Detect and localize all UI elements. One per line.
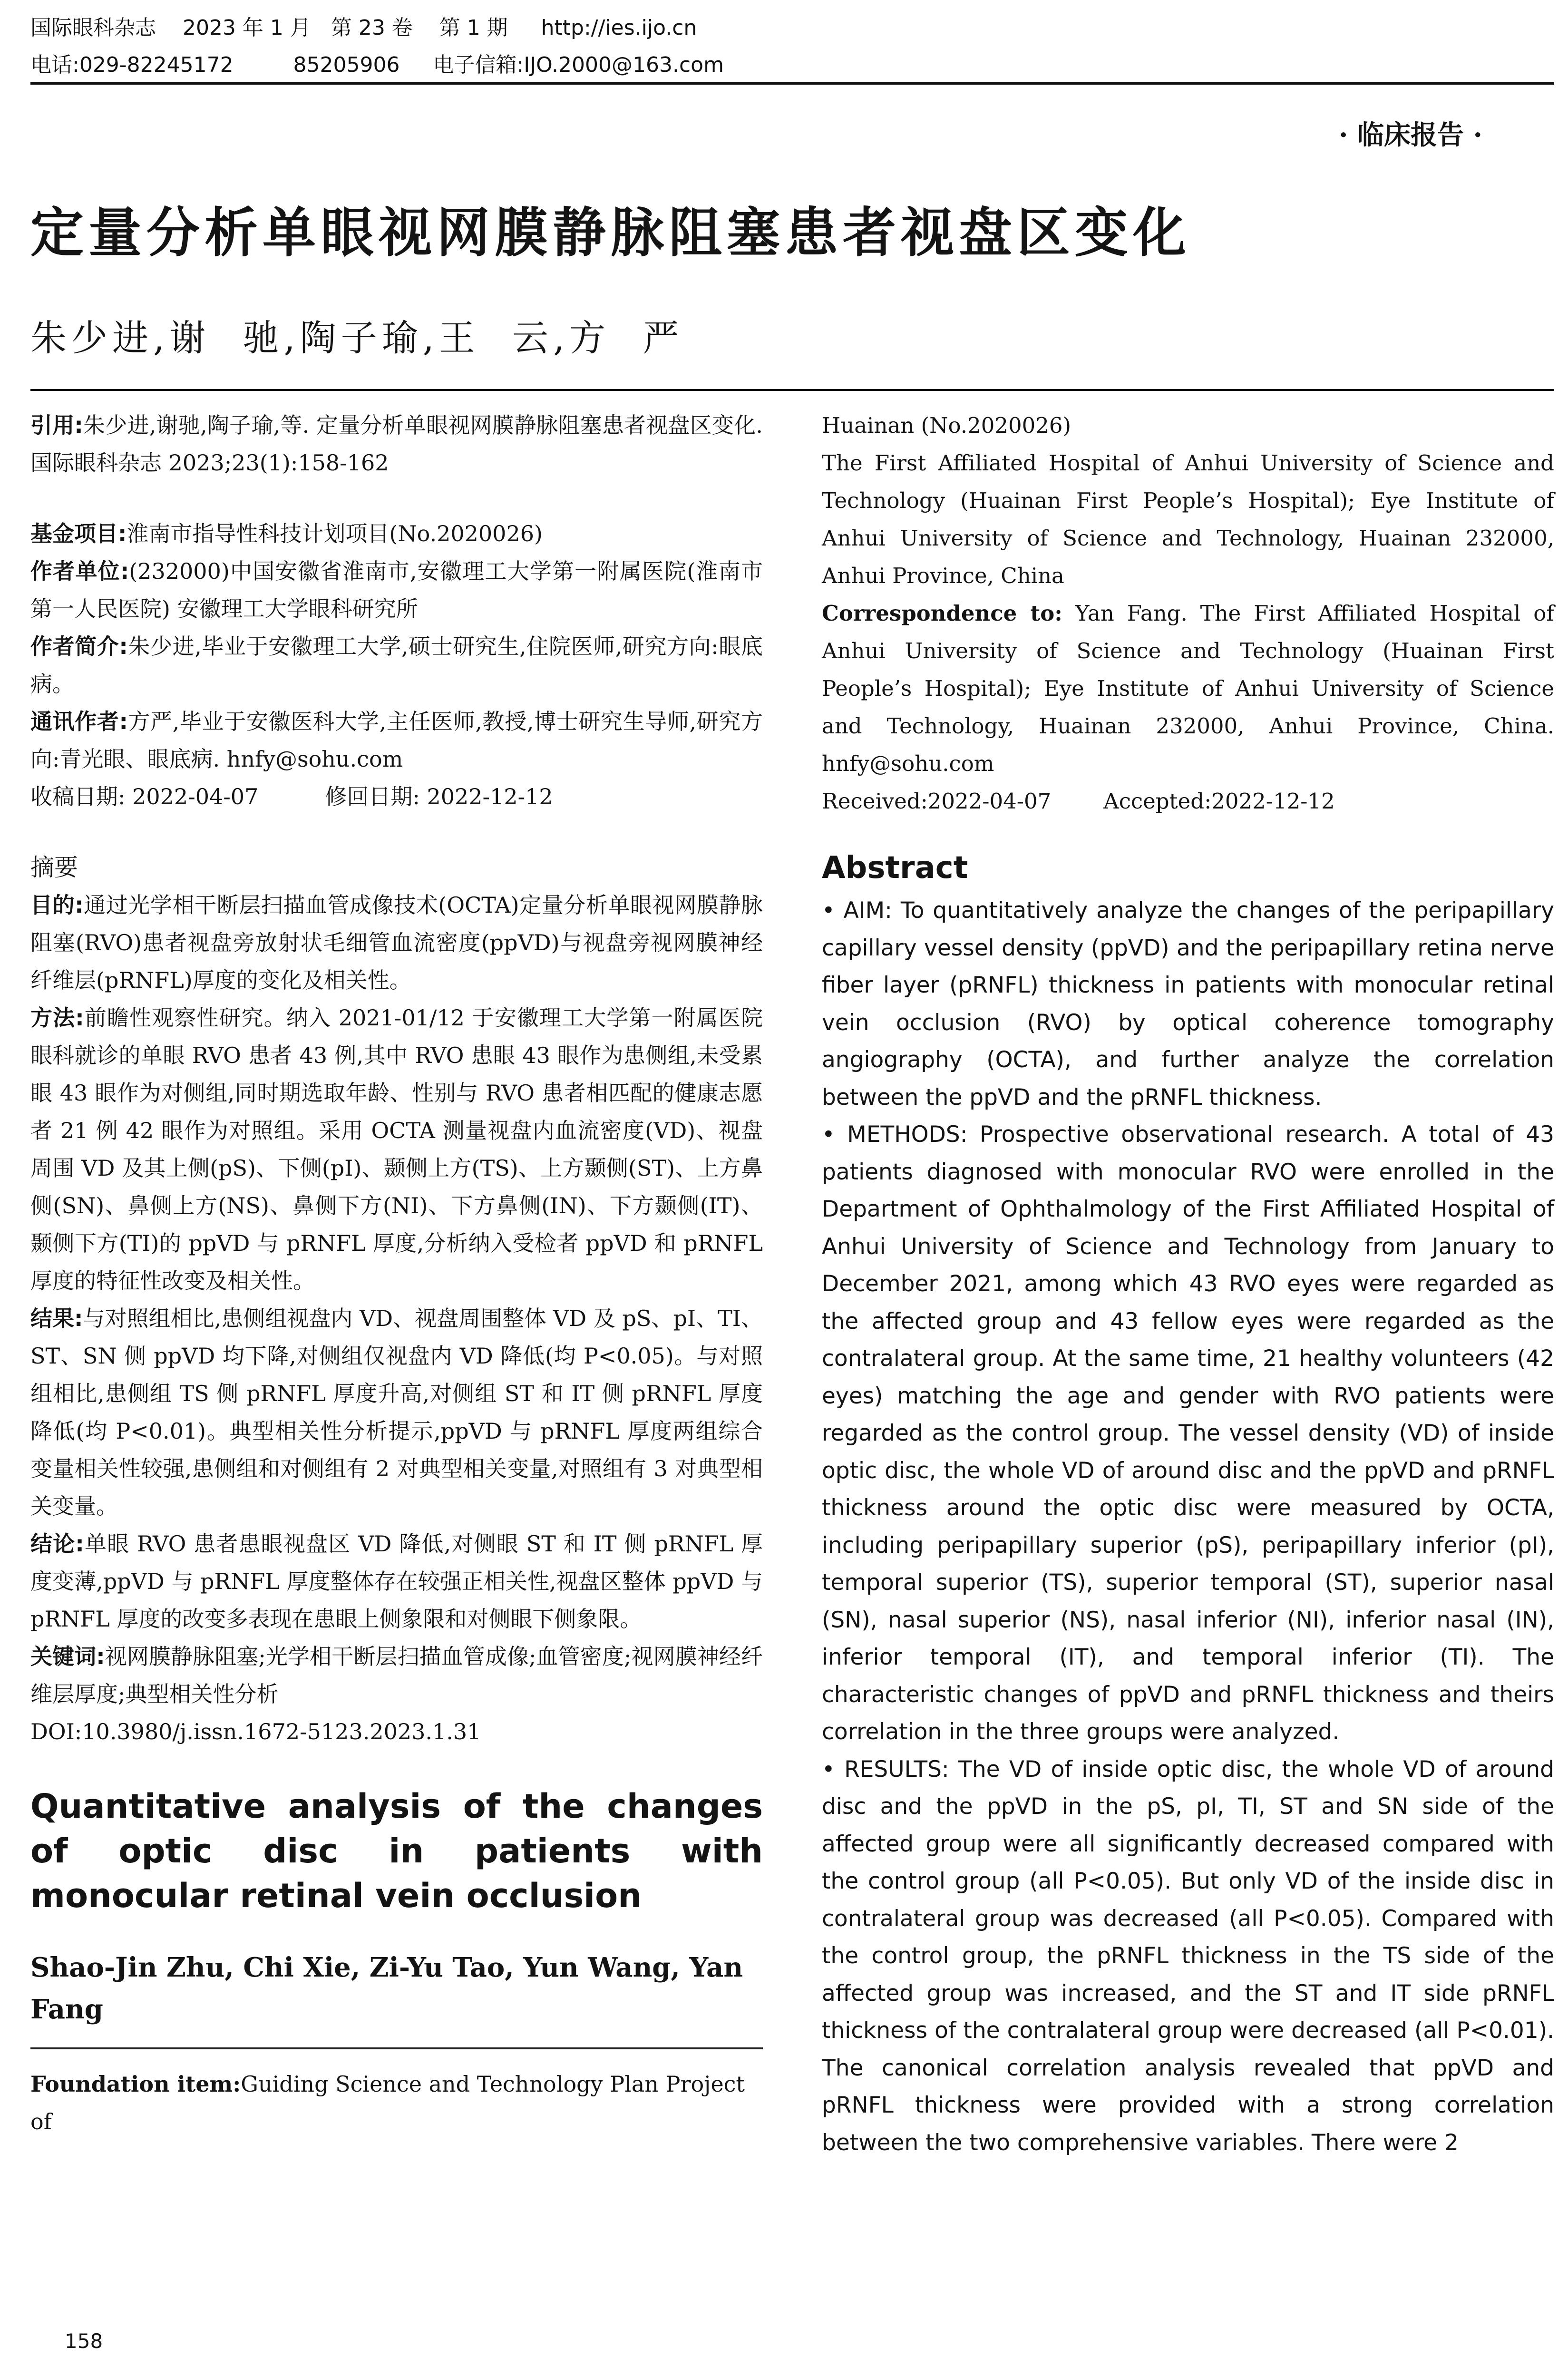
unit-text: (232000)中国安徽省淮南市,安徽理工大学第一附属医院(淮南市第一人民医院) 安徽理工大学眼科研究所 <box>30 558 763 622</box>
corr-text: 方严,毕业于安徽医科大学,主任医师,教授,博士研究生导师,研究方向:青光眼、眼底病. hnfy@sohu.com <box>30 709 763 772</box>
keywords-block <box>30 1638 763 1713</box>
foundation-text: Guiding Science and Technology Plan Project of <box>30 2071 745 2134</box>
article-title-en: Quantitative analysis of the changes of optic disc in patients with monocular retinal vein occlusion <box>30 1787 763 1915</box>
bio-block <box>30 628 763 703</box>
title-rule <box>30 389 1554 391</box>
aim-paragraph: • AIM: To quantitatively analyze the changes of the peripapillary capillary vessel density (ppVD) and the peripapillary retina nerve fiber layer (pRNFL) thickness in patients with monocular retinal vein occlusion (RVO) by optical coherence tomography angiography (OCTA), and further analyze the correlation between the ppVD and the pRNFL thickness. <box>822 897 1554 1111</box>
page-number: 158 <box>65 2329 103 2353</box>
received-en: Received:2022-04-07 <box>822 789 1052 814</box>
conclusion-label-cn: 结论: <box>30 1531 84 1557</box>
correspondence-label: Correspondence to: <box>822 601 1062 626</box>
unit-label: 作者单位: <box>30 558 129 584</box>
results-text-cn: 与对照组相比,患侧组视盘内 VD、视盘周围整体 VD 及 pS、pI、TI、ST、SN 侧 ppVD 均下降,对侧组仅视盘内 VD 降低(均 P<0.05)。与对照组相比,患侧组 TS 侧 pRNFL 厚度升高,对侧组 ST 和 IT 侧 pRNFL 厚度降低(均 P<0.01)。典型相关性分析提示,ppVD 与 pRNFL 厚度两组综合变量相关性较强,患侧组和对侧组有 2 对典型相关变量,对照组有 3 对典型相关变量。 <box>30 1305 763 1519</box>
received-date: 收稿日期: 2022-04-07 <box>30 784 259 809</box>
methods-paragraph-en: • METHODS: Prospective observational research. A total of 43 patients diagnosed with monocular RVO were enrolled in the Department of Ophthalmology of the First Affiliated Hospital of Anhui University of Science and Technology from January to December 2021, among which 43 RVO eyes were regarded as the affected group and 43 fellow eyes were regarded as the contralateral group. At the same time, 21 healthy volunteers (42 eyes) matching the age and gender with RVO patients were regarded as the control group. The vessel density (VD) of inside optic disc, the whole VD of around disc and the ppVD and pRNFL thickness around the optic disc were measured by OCTA, including peripapillary superior (pS), peripapillary inferior (pI), temporal superior (TS), superior temporal (ST), superior nasal (SN), nasal superior (NS), nasal inferior (NI), inferior nasal (IN), inferior temporal (IT), and temporal inferior (TI). The characteristic changes of ppVD and pRNFL thickness and theirs correlation in the three groups were analyzed. <box>822 1121 1554 1745</box>
accepted-en: Accepted:2022-12-12 <box>1103 789 1335 814</box>
foundation-continued: Huainan (No.2020026) <box>822 413 1071 438</box>
dates-en <box>822 782 1554 820</box>
conclusion-block-cn <box>30 1525 763 1638</box>
foundation-block <box>30 2065 763 2141</box>
foundation-label: Foundation item: <box>30 2071 241 2097</box>
results-paragraph-en: • RESULTS: The VD of inside optic disc, the whole VD of around disc and the ppVD in the pS, pI, TI, ST and SN side of the affected group were all significantly decreased compared with the control group (all P<0.05). But only VD of the inside disc in contralateral group was decreased (all P<0.05). Compared with the control group, the pRNFL thickness in the TS side of the affected group was increased, and the ST and IT side pRNFL thickness of the contralateral group were decreased (all P<0.01). The canonical correlation analysis revealed that ppVD and pRNFL thickness were provided with a strong correlation between the two comprehensive variables. There were 2 <box>822 1756 1554 2156</box>
methods-text-cn: 前瞻性观察性研究。纳入 2021-01/12 于安徽理工大学第一附属医院眼科就诊的单眼 RVO 患者 43 例,其中 RVO 患眼 43 眼作为患侧组,未受累眼 43 眼作为对侧组,同时期选取年龄、性别与 RVO 患者相匹配的健康志愿者 21 例 42 眼作为对照组。采用 OCTA 测量视盘内血流密度(VD)、视盘周围 VD 及其上侧(pS)、下侧(pI)、颞侧上方(TS)、上方颞侧(ST)、上方鼻侧(SN)、鼻侧上方(NS)、鼻侧下方(NI)、下方鼻侧(IN)、下方颞侧(IT)、颞侧下方(TI)的 ppVD 与 pRNFL 厚度,分析纳入受检者 ppVD 和 pRNFL 厚度的特征性改变及相关性。 <box>30 1005 763 1294</box>
journal-header-line2: 电话:029-82245172 85205906 电子信箱:IJO.2000@163.com <box>30 53 724 77</box>
section-tag: · 临床报告 · <box>1339 119 1482 151</box>
bio-text: 朱少进,毕业于安徽理工大学,硕士研究生,住院医师,研究方向:眼底病。 <box>30 633 763 697</box>
journal-header-line1: 国际眼科杂志 2023 年 1 月 第 23 卷 第 1 期 http://ies.ijo.cn <box>30 16 697 40</box>
corr-block <box>30 703 763 778</box>
correspondence-block <box>822 594 1554 782</box>
article-title-cn: 定量分析单眼视网膜静脉阻塞患者视盘区变化 <box>30 202 1191 264</box>
conclusion-text-cn: 单眼 RVO 患者患眼视盘区 VD 降低,对侧眼 ST 和 IT 侧 pRNFL 厚度变薄,ppVD 与 pRNFL 厚度整体存在较强正相关性,视盘区整体 ppVD 与 pRNFL 厚度的改变多表现在患眼上侧象限和对侧眼下侧象限。 <box>30 1531 763 1632</box>
fund-block <box>30 515 763 553</box>
citation-label: 引用: <box>30 412 83 438</box>
doi: DOI:10.3980/j.issn.1672-5123.2023.1.31 <box>30 1719 481 1744</box>
foundation-rule <box>30 2047 763 2049</box>
keywords-text: 视网膜静脉阻塞;光学相干断层扫描血管成像;血管密度;视网膜神经纤维层厚度;典型相关性分析 <box>30 1644 763 1707</box>
objective-block <box>30 887 763 999</box>
fund-label: 基金项目: <box>30 521 127 546</box>
affiliation-en: The First Affiliated Hospital of Anhui University of Science and Technology (Huainan First People’s Hospital); Eye Institute of Anhui University of Science and Technology, Huainan 232000, Anhui Province, China <box>822 450 1554 588</box>
methods-block-cn <box>30 999 763 1300</box>
dates-block <box>30 778 763 816</box>
objective-label: 目的: <box>30 892 84 918</box>
unit-block <box>30 553 763 628</box>
abstract-head-cn: 摘要 <box>30 854 78 881</box>
abstract-head-en: Abstract <box>822 850 968 886</box>
bio-label: 作者简介: <box>30 633 128 659</box>
revised-date: 修回日期: 2022-12-12 <box>325 784 553 809</box>
keywords-label: 关键词: <box>30 1644 105 1669</box>
methods-label-cn: 方法: <box>30 1005 84 1031</box>
right-column <box>822 407 1554 2162</box>
authors-en: Shao-Jin Zhu, Chi Xie, Zi-Yu Tao, Yun Wang, Yan Fang <box>30 1952 743 2025</box>
left-column <box>30 407 763 2141</box>
citation-text: 朱少进,谢驰,陶子瑜,等. 定量分析单眼视网膜静脉阻塞患者视盘区变化. 国际眼科杂志 2023;23(1):158-162 <box>30 412 763 476</box>
correspondence-text: Yan Fang. The First Affiliated Hospital of Anhui University of Science and Technology (Huainan First People’s Hospital); Eye Institute of Anhui University of Science and Technology, Huainan 232000, Anhui Province, China. hnfy@sohu.com <box>822 601 1554 776</box>
authors-cn: 朱少进,谢 驰,陶子瑜,王 云,方 严 <box>30 317 684 359</box>
header-rule <box>30 82 1554 85</box>
corr-label: 通讯作者: <box>30 709 128 734</box>
fund-text: 淮南市指导性科技计划项目(No.2020026) <box>127 521 543 546</box>
results-label-cn: 结果: <box>30 1305 83 1331</box>
citation-block <box>30 407 763 482</box>
results-block-cn <box>30 1300 763 1525</box>
objective-text: 通过光学相干断层扫描血管成像技术(OCTA)定量分析单眼视网膜静脉阻塞(RVO)患者视盘旁放射状毛细管血流密度(ppVD)与视盘旁视网膜神经纤维层(pRNFL)厚度的变化及相关性。 <box>30 892 763 993</box>
